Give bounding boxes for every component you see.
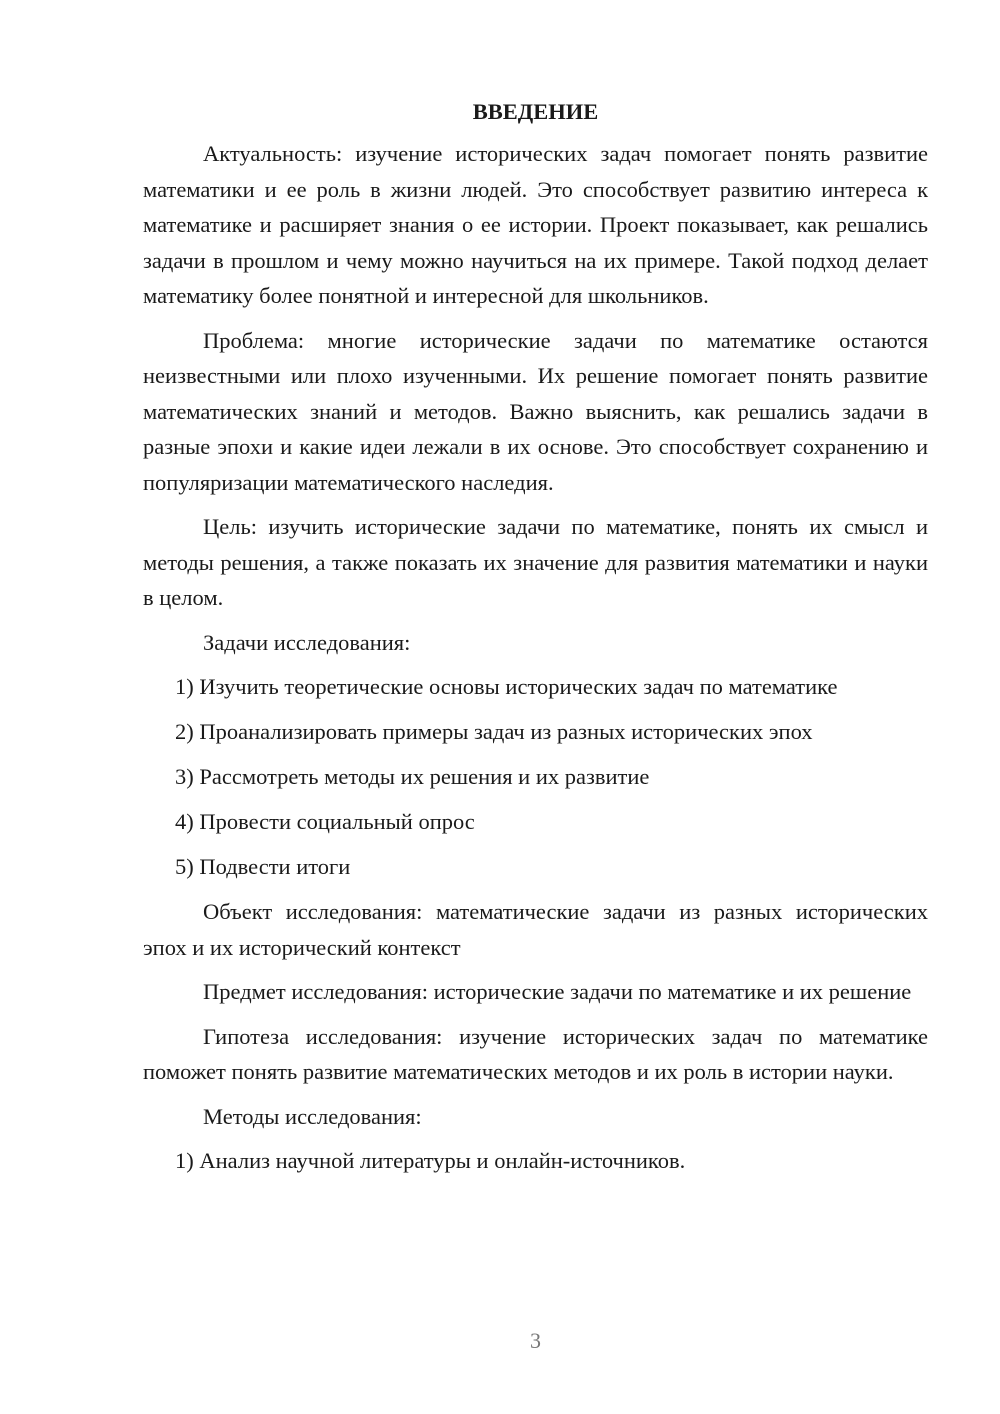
methods-label: Методы исследования: bbox=[203, 1103, 422, 1129]
page-number: 3 bbox=[530, 1328, 541, 1353]
hypothesis-paragraph: Гипотеза исследования: изучение исторических задач по математике поможет понять развитие математических методов и их роль в истории науки. bbox=[143, 1023, 928, 1084]
relevance-paragraph: Актуальность: изучение исторических задач помогает понять развитие математики и ее роль в жизни людей. Это способствует развитию интереса к математике и расширяет знания о ее истории. Проект показывает, как решались задачи в прошлом и чему можно научиться на их примере. Такой подход делает математику более понятной и интересной для школьников. bbox=[143, 141, 928, 308]
methods-list bbox=[143, 1143, 928, 1179]
tasks-label: Задачи исследования: bbox=[203, 629, 411, 655]
list-item: 1) Изучить теоретические основы исторических задач по математике bbox=[175, 674, 838, 699]
list-item: 4) Провести социальный опрос bbox=[175, 809, 475, 834]
page-content bbox=[143, 96, 928, 1188]
list-item: 2) Проанализировать примеры задач из разных исторических эпох bbox=[175, 719, 813, 744]
goal-paragraph: Цель: изучить исторические задачи по математике, понять их смысл и методы решения, а также показать их значение для развития математики и науки в целом. bbox=[143, 514, 928, 610]
list-item: 5) Подвести итоги bbox=[175, 854, 351, 879]
problem-paragraph: Проблема: многие исторические задачи по математике остаются неизвестными или плохо изученными. Их решение помогает понять развитие математических знаний и методов. Важно выяснить, как решались задачи в разные эпохи и какие идеи лежали в их основе. Это способствует сохранению и популяризации математического наследия. bbox=[143, 327, 928, 495]
tasks-list bbox=[143, 669, 928, 885]
object-paragraph: Объект исследования: математические задачи из разных исторических эпох и их исторический контекст bbox=[143, 899, 928, 960]
subject-paragraph: Предмет исследования: исторические задачи по математике и их решение bbox=[203, 979, 912, 1004]
list-item: 1) Анализ научной литературы и онлайн-источников. bbox=[175, 1148, 686, 1173]
section-title: ВВЕДЕНИЕ bbox=[472, 99, 599, 124]
list-item: 3) Рассмотреть методы их решения и их развитие bbox=[175, 764, 650, 789]
